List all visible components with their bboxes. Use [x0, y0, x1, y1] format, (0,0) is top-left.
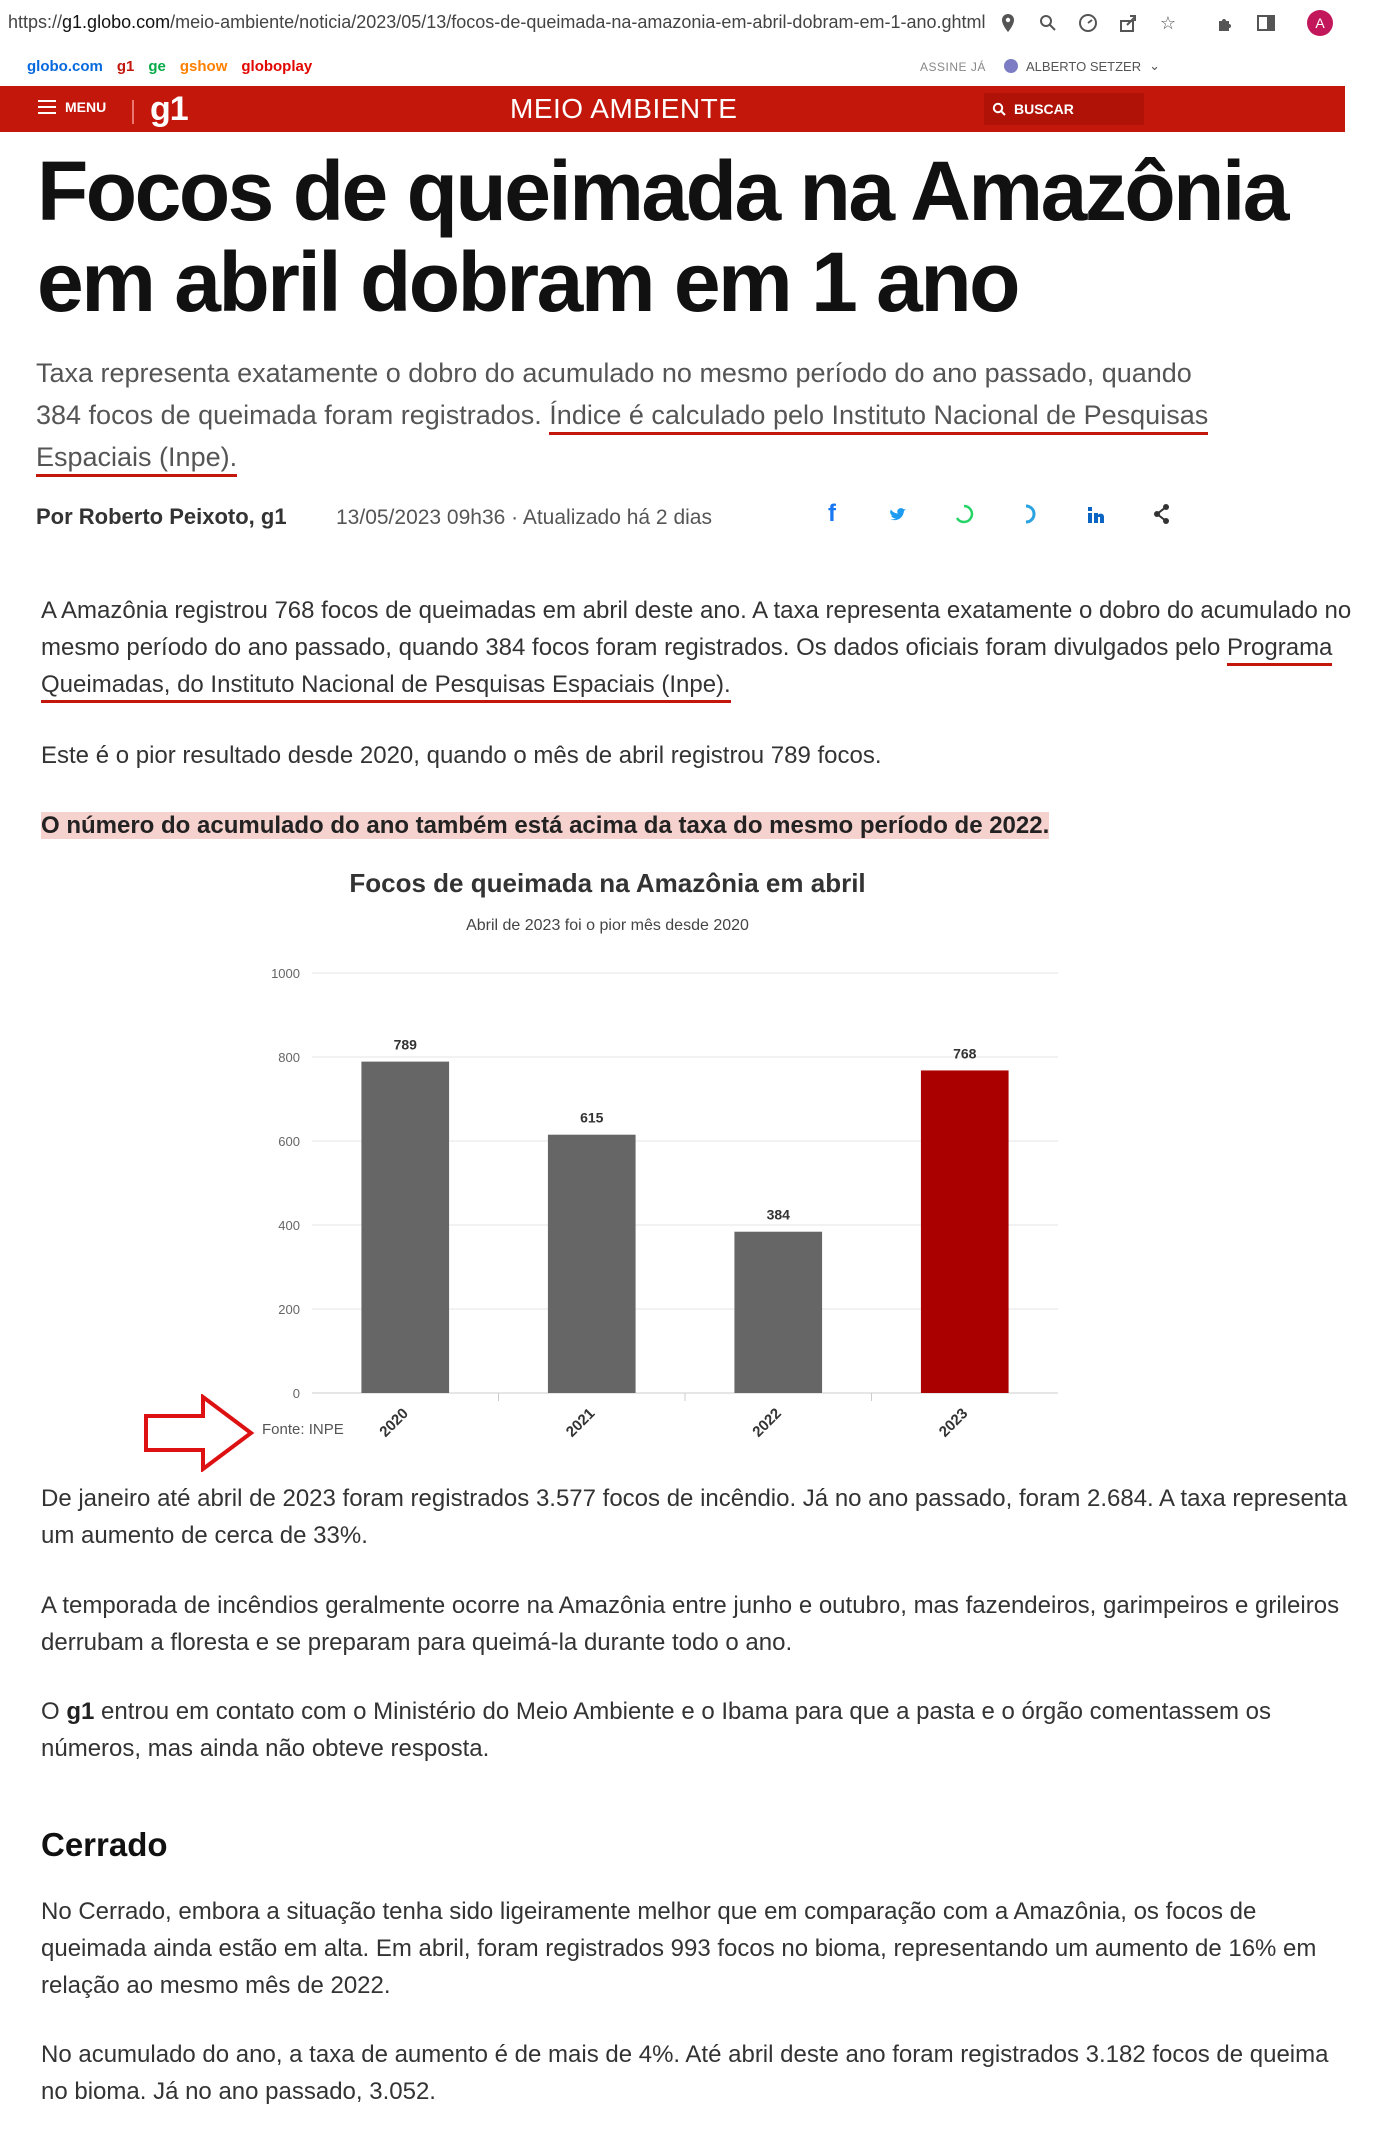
bar: [361, 1062, 449, 1393]
menu-button[interactable]: [38, 99, 106, 115]
zoom-icon[interactable]: [1035, 10, 1061, 36]
paragraph-1: [41, 592, 1361, 703]
paragraph-6: [41, 1693, 1361, 1767]
paragraph-1-link[interactable]: Programa Queimadas, do Instituto Nacional de Pesquisas Espaciais (Inpe).: [41, 634, 1332, 703]
y-tick-label: 1000: [271, 966, 300, 981]
url-field[interactable]: [8, 12, 986, 33]
y-tick-label: 0: [292, 1386, 300, 1401]
x-tick-label: 2020: [376, 1405, 412, 1441]
site-header: [0, 86, 1345, 132]
paragraph-4: De janeiro até abril de 2023 foram registrados 3.577 focos de incêndio. Já no ano passado, foram 2.684. A taxa representa um aumento de cerca de 33%.: [41, 1485, 1348, 1549]
data-label: 384: [766, 1206, 790, 1223]
share-bar: [822, 500, 1172, 528]
chart-title: Focos de queimada na Amazônia em abril: [349, 868, 866, 898]
menu-label: MENU: [65, 99, 107, 115]
bar: [734, 1232, 822, 1393]
telegram-icon[interactable]: [1020, 500, 1040, 528]
extensions-icon[interactable]: [1213, 10, 1239, 36]
section-heading-cerrado: Cerrado: [41, 1826, 168, 1863]
paragraph-8: No acumulado do ano, a taxa de aumento é de mais de 4%. Até abril deste ano foram registrados 3.182 focos de queima no bioma. Já no ano passado, 3.052.: [41, 2041, 1329, 2105]
subscribe-link[interactable]: ASSINE JÁ: [920, 60, 986, 74]
share-icon[interactable]: [1152, 500, 1172, 528]
chart-subtitle: Abril de 2023 foi o pior mês desde 2020: [466, 917, 749, 934]
paragraph-5: A temporada de incêndios geralmente ocorre na Amazônia entre junho e outubro, mas fazendeiros, garimpeiros e grileiros derrubam a floresta e se preparam para queimá-la durante todo o ano.: [41, 1592, 1340, 1656]
subtitle-part-b: Índice é calculado pelo Instituto Nacional de Pesquisas Espaciais (Inpe).: [36, 400, 1208, 477]
performance-icon[interactable]: [1075, 10, 1101, 36]
paragraph-6-g1: g1: [66, 1698, 95, 1725]
paragraph-7: No Cerrado, embora a situação tenha sido ligeiramente melhor que em comparação com a Amazônia, os focos de queimada ainda estão em alta. Em abril, foram registrados 993 focos no bioma, representando um aumento de 16% em relação ao mesmo mês de 2022.: [41, 1898, 1317, 1999]
search-label: BUSCAR: [1014, 101, 1074, 117]
article-subtitle: [36, 352, 1236, 478]
g1-logo[interactable]: g1: [150, 90, 188, 128]
link-globoplay[interactable]: globoplay: [241, 58, 313, 75]
paragraph-3: [41, 807, 1361, 844]
data-label: 768: [953, 1045, 977, 1062]
highlighted-paragraph: O número do acumulado do ano também está acima da taxa do mesmo período de 2022.: [41, 812, 1050, 839]
location-icon[interactable]: [995, 10, 1021, 36]
bar: [921, 1070, 1009, 1393]
x-tick-label: 2023: [935, 1405, 972, 1441]
profile-avatar[interactable]: A: [1307, 10, 1333, 36]
link-globo-com[interactable]: globo.com: [27, 58, 103, 75]
linkedin-icon[interactable]: [1086, 500, 1106, 528]
link-g1[interactable]: g1: [116, 58, 135, 75]
y-tick-label: 800: [278, 1050, 300, 1065]
user-name: ALBERTO SETZER: [1026, 58, 1142, 74]
x-tick-label: 2022: [749, 1405, 785, 1441]
user-icon: [1004, 59, 1018, 73]
link-gshow[interactable]: gshow: [179, 58, 228, 75]
globo-top-strip: [0, 46, 1392, 86]
paragraph-1-a: A Amazônia registrou 768 focos de queimadas em abril deste ano. A taxa representa exatamente o dobro do acumulado no mesmo período do ano passado, quando 384 focos foram registrados. Os dados oficiais foram divulgados pelo: [41, 597, 1352, 661]
twitter-icon[interactable]: [888, 500, 908, 528]
article-title: Focos de queimada na Amazônia em abril dobram em 1 ano: [37, 144, 1288, 329]
data-label: 789: [393, 1036, 417, 1053]
y-tick-label: 600: [278, 1134, 300, 1149]
chart-source: Fonte: INPE: [262, 1421, 344, 1438]
url-prefix: https://: [8, 12, 63, 32]
section-title[interactable]: MEIO AMBIENTE: [510, 93, 738, 124]
share-page-icon[interactable]: [1115, 10, 1141, 36]
article-date: 13/05/2023 09h36 · Atualizado há 2 dias: [336, 506, 712, 529]
x-tick-label: 2021: [562, 1405, 599, 1441]
chevron-down-icon: ⌄: [1149, 58, 1161, 73]
subtitle-part-a: Taxa representa exatamente o dobro do acumulado no mesmo período do ano passado, quando 384 focos de queimada foram registrados.: [36, 358, 1192, 430]
bar: [548, 1135, 636, 1393]
paragraph-2: Este é o pior resultado desde 2020, quando o mês de abril registrou 789 focos.: [41, 742, 882, 769]
article-author: Por Roberto Peixoto, g1: [36, 504, 287, 529]
data-label: 615: [580, 1109, 604, 1126]
link-ge[interactable]: ge: [148, 58, 166, 75]
user-menu[interactable]: [1004, 58, 1160, 74]
whatsapp-icon[interactable]: [954, 500, 974, 528]
side-panel-icon[interactable]: [1253, 10, 1279, 36]
hamburger-icon: [38, 100, 56, 114]
paragraph-6-b: entrou em contato com o Ministério do Meio Ambiente e o Ibama para que a pasta e o órgão comentassem os números, mas ainda não obteve resposta.: [41, 1698, 1272, 1762]
paragraph-6-a: O: [41, 1698, 67, 1725]
facebook-icon[interactable]: f: [828, 500, 836, 527]
search-icon: [992, 102, 1006, 116]
y-tick-label: 400: [278, 1218, 300, 1233]
bookmark-star-icon[interactable]: ☆: [1159, 12, 1177, 33]
url-host: g1.globo.com: [62, 12, 171, 32]
search-button[interactable]: [984, 93, 1144, 125]
bar-chart: [230, 950, 1090, 1450]
browser-address-bar: [0, 0, 1392, 47]
red-arrow-annotation: [143, 1394, 255, 1472]
url-path: /meio-ambiente/noticia/2023/05/13/focos-de-queimada-na-amazonia-em-abril-dobram-em-1-ano.ghtml: [170, 12, 986, 32]
y-tick-label: 200: [278, 1302, 300, 1317]
